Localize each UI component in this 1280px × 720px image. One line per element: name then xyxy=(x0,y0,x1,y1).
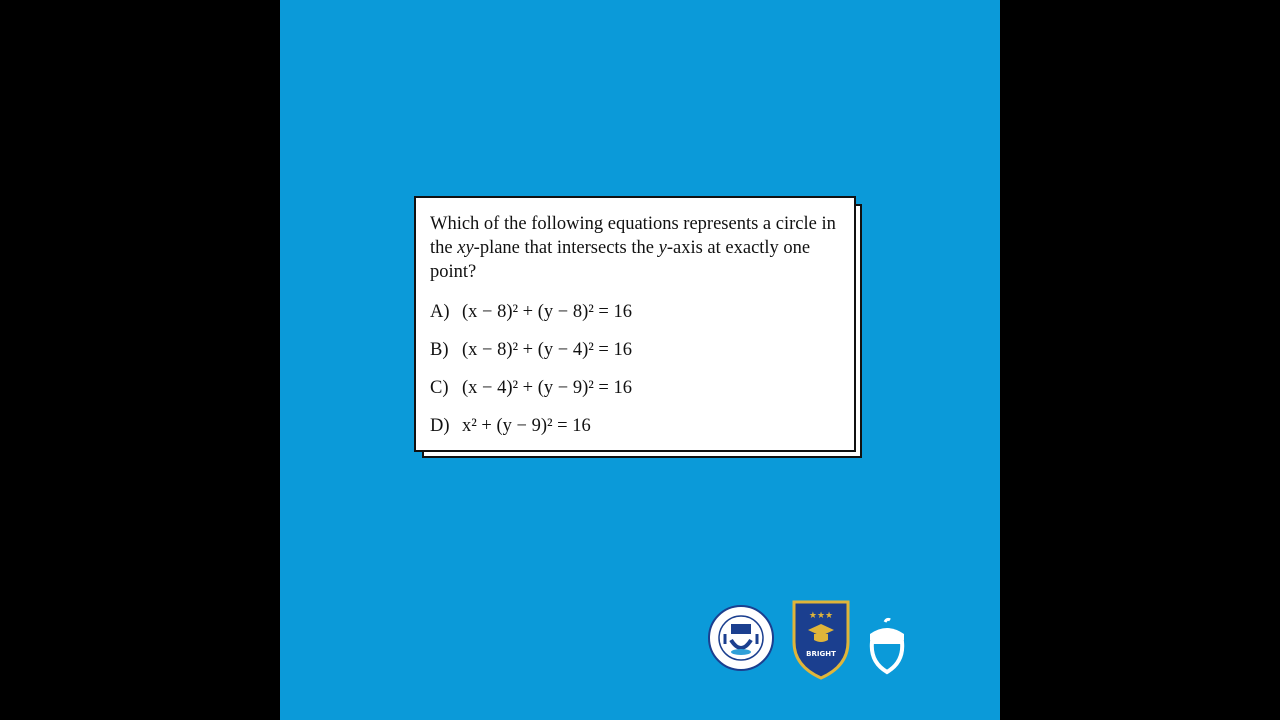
choice-equation: (x − 4)² + (y − 9)² = 16 xyxy=(462,378,632,398)
bright-admission-shield-icon xyxy=(790,596,852,680)
answer-choices xyxy=(430,302,842,454)
question-card xyxy=(414,196,856,452)
choice-a[interactable] xyxy=(430,302,842,340)
choice-equation: (x − 8)² + (y − 4)² = 16 xyxy=(462,340,632,360)
north-south-university-seal-icon xyxy=(707,596,775,680)
choice-d[interactable] xyxy=(430,416,842,454)
question-var-y: y xyxy=(658,238,667,258)
question-var-xy: xy xyxy=(457,238,474,258)
choice-letter: C) xyxy=(430,378,449,398)
choice-b[interactable] xyxy=(430,340,842,378)
choice-letter: B) xyxy=(430,340,449,360)
question-part-1: Which of the following equations represents a circle in the xyxy=(430,214,836,258)
question-part-2: -plane that intersects the xyxy=(473,238,659,258)
choice-letter: D) xyxy=(430,416,450,436)
acorn-logo-icon xyxy=(862,616,912,676)
choice-equation: (x − 8)² + (y − 8)² = 16 xyxy=(462,302,632,322)
bright-logo-text: BRIGHT xyxy=(806,650,836,658)
choice-letter: A) xyxy=(430,302,450,322)
choice-equation: x² + (y − 9)² = 16 xyxy=(462,416,591,436)
question-text xyxy=(430,212,842,284)
question-part-3: -axis at exactly one point? xyxy=(430,238,811,282)
svg-text:★★★: ★★★ xyxy=(808,611,834,621)
choice-c[interactable] xyxy=(430,378,842,416)
